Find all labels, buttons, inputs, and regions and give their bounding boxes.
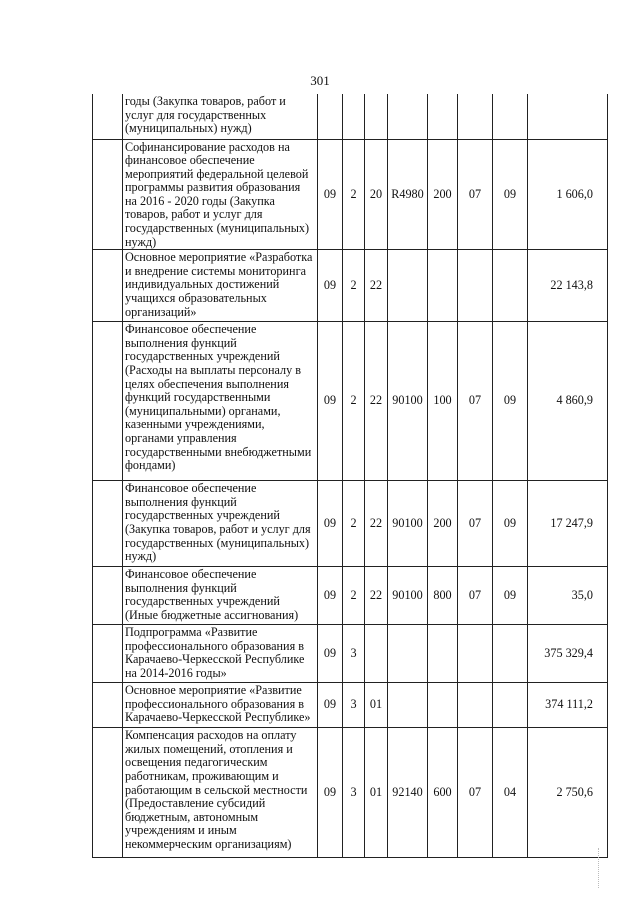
amount-cell: 22 143,8 xyxy=(528,250,608,322)
expense-type-cell xyxy=(428,94,458,139)
program-code-cell: 3 xyxy=(343,625,365,683)
expense-direction-cell xyxy=(388,94,428,139)
program-code-cell: 2 xyxy=(343,481,365,567)
program-code-cell: 3 xyxy=(343,683,365,728)
ministry-code-cell: 09 xyxy=(318,625,343,683)
subsection-code-cell: 09 xyxy=(493,567,528,625)
table-row xyxy=(93,625,608,683)
expense-type-cell: 200 xyxy=(428,139,458,250)
subprogram-code-cell: 22 xyxy=(365,250,388,322)
blank-cell xyxy=(93,481,123,567)
page-number: 301 xyxy=(310,73,330,88)
blank-cell xyxy=(93,139,123,250)
expense-direction-cell: 92140 xyxy=(388,728,428,858)
amount-cell: 17 247,9 xyxy=(528,481,608,567)
budget-table xyxy=(92,94,608,858)
amount-cell: 1 606,0 xyxy=(528,139,608,250)
expense-type-cell xyxy=(428,683,458,728)
expense-type-cell: 800 xyxy=(428,567,458,625)
description-cell: Основное мероприятие «Развитие профессионального образования в Карачаево-Черкесской Республике» xyxy=(123,683,318,728)
subsection-code-cell: 09 xyxy=(493,322,528,481)
description-cell: Финансовое обеспечение выполнения функций государственных учреждений (Закупка товаров, работ и услуг для государственных (муниципальных) нужд) xyxy=(123,481,318,567)
program-code-cell: 2 xyxy=(343,567,365,625)
program-code-cell: 2 xyxy=(343,250,365,322)
expense-direction-cell: 90100 xyxy=(388,567,428,625)
table-row xyxy=(93,567,608,625)
table-row xyxy=(93,94,608,139)
blank-cell xyxy=(93,94,123,139)
subprogram-code-cell: 01 xyxy=(365,728,388,858)
ministry-code-cell: 09 xyxy=(318,481,343,567)
section-code-cell xyxy=(458,250,493,322)
table-row xyxy=(93,250,608,322)
description-cell: Финансовое обеспечение выполнения функций государственных учреждений (Расходы на выплаты персоналу в целях обеспечения выполнения функций государственными (муниципальными) органами, казенными учреждениями, органами управления государственными внебюджетными фондами) xyxy=(123,322,318,481)
ministry-code-cell: 09 xyxy=(318,250,343,322)
description-cell: Основное мероприятие «Разработка и внедрение системы мониторинга индивидуальных достижений учащихся образовательных организаций» xyxy=(123,250,318,322)
expense-type-cell xyxy=(428,625,458,683)
amount-cell: 375 329,4 xyxy=(528,625,608,683)
subprogram-code-cell: 20 xyxy=(365,139,388,250)
program-code-cell xyxy=(343,94,365,139)
expense-type-cell: 600 xyxy=(428,728,458,858)
ministry-code-cell: 09 xyxy=(318,322,343,481)
section-code-cell xyxy=(458,94,493,139)
blank-cell xyxy=(93,567,123,625)
subsection-code-cell: 09 xyxy=(493,139,528,250)
subsection-code-cell xyxy=(493,94,528,139)
ministry-code-cell: 09 xyxy=(318,683,343,728)
amount-cell: 2 750,6 xyxy=(528,728,608,858)
program-code-cell: 2 xyxy=(343,322,365,481)
ministry-code-cell: 09 xyxy=(318,139,343,250)
program-code-cell: 2 xyxy=(343,139,365,250)
amount-cell xyxy=(528,94,608,139)
subsection-code-cell: 04 xyxy=(493,728,528,858)
table-row xyxy=(93,322,608,481)
table-row xyxy=(93,139,608,250)
section-code-cell: 07 xyxy=(458,567,493,625)
blank-cell xyxy=(93,683,123,728)
amount-cell: 4 860,9 xyxy=(528,322,608,481)
blank-cell xyxy=(93,728,123,858)
subprogram-code-cell: 22 xyxy=(365,322,388,481)
subsection-code-cell: 09 xyxy=(493,481,528,567)
subprogram-code-cell xyxy=(365,625,388,683)
expense-direction-cell xyxy=(388,625,428,683)
table-row xyxy=(93,481,608,567)
section-code-cell: 07 xyxy=(458,728,493,858)
expense-direction-cell: 90100 xyxy=(388,322,428,481)
description-cell: Подпрограмма «Развитие профессионального образования в Карачаево-Черкесской Республике на 2014-2016 годы» xyxy=(123,625,318,683)
expense-type-cell xyxy=(428,250,458,322)
table-row xyxy=(93,728,608,858)
expense-direction-cell: R4980 xyxy=(388,139,428,250)
ministry-code-cell xyxy=(318,94,343,139)
section-code-cell: 07 xyxy=(458,322,493,481)
description-cell: Софинансирование расходов на финансовое обеспечение мероприятий федеральной целевой программы развития образования на 2016 - 2020 годы (Закупка товаров, работ и услуг для государственных (муниципальных) нужд) xyxy=(123,139,318,250)
subprogram-code-cell: 22 xyxy=(365,567,388,625)
subsection-code-cell xyxy=(493,683,528,728)
section-code-cell xyxy=(458,625,493,683)
section-code-cell: 07 xyxy=(458,139,493,250)
expense-type-cell: 100 xyxy=(428,322,458,481)
amount-cell: 35,0 xyxy=(528,567,608,625)
subprogram-code-cell xyxy=(365,94,388,139)
section-code-cell: 07 xyxy=(458,481,493,567)
expense-direction-cell xyxy=(388,683,428,728)
expense-direction-cell xyxy=(388,250,428,322)
blank-cell xyxy=(93,322,123,481)
description-cell: Финансовое обеспечение выполнения функций государственных учреждений (Иные бюджетные ассигнования) xyxy=(123,567,318,625)
blank-cell xyxy=(93,250,123,322)
subprogram-code-cell: 01 xyxy=(365,683,388,728)
program-code-cell: 3 xyxy=(343,728,365,858)
scan-mark xyxy=(598,848,601,888)
subsection-code-cell xyxy=(493,250,528,322)
amount-cell: 374 111,2 xyxy=(528,683,608,728)
expense-direction-cell: 90100 xyxy=(388,481,428,567)
description-cell: годы (Закупка товаров, работ и услуг для государственных (муниципальных) нужд) xyxy=(123,94,318,139)
expense-type-cell: 200 xyxy=(428,481,458,567)
subprogram-code-cell: 22 xyxy=(365,481,388,567)
description-cell: Компенсация расходов на оплату жилых помещений, отопления и освещения педагогическим работникам, проживающим и работающим в сельской местности (Предоставление субсидий бюджетным, автономным учреждениям и иным некоммерческим организациям) xyxy=(123,728,318,858)
subsection-code-cell xyxy=(493,625,528,683)
table-row xyxy=(93,683,608,728)
ministry-code-cell: 09 xyxy=(318,567,343,625)
blank-cell xyxy=(93,625,123,683)
section-code-cell xyxy=(458,683,493,728)
ministry-code-cell: 09 xyxy=(318,728,343,858)
